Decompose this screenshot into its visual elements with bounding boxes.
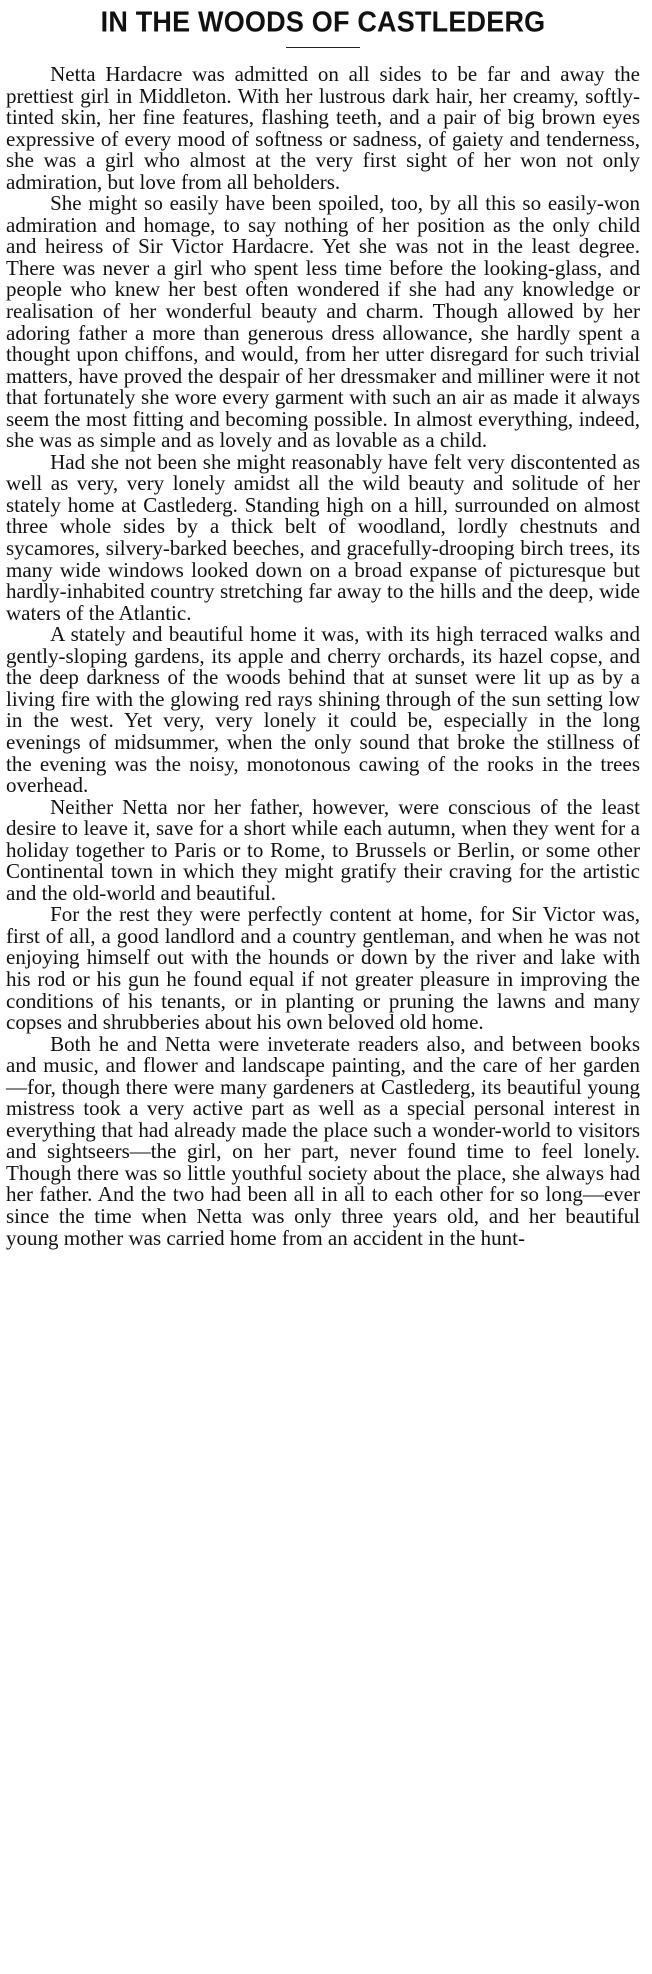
paragraph-6: For the rest they were perfectly content at home, for Sir Victor was, first of all, a good landlord and a country gentleman, and when he was not enjoying himself out with the hounds or down by the river and lake with his rod or his gun he found equal if not greater pleasure in improving the conditions of his tenants, or in planting or pruning the lawns and many copses and shrubberies about his own beloved old home.: [6, 902, 640, 1035]
paragraph-2: She might so easily have been spoiled, too, by all this so easily-won admiration and homage, to say nothing of her position as the only child and heiress of Sir Victor Hardacre. Yet she was not in the least degree. There was never a girl who spent less time before the looking-glass, and people who knew her best often wondered if she had any knowledge or realisation of her wonderful beauty and charm. Though allowed by her adoring father a more than generous dress allowance, she hardly spent a thought upon chiffons, and would, from her utter disregard for such trivial matters, have proved the despair of her dressmaker and milliner were it not that fortunately she wore every garment with such an air as made it always seem the most fitting and becoming possible. In almost everything, indeed, she was as simple and as lovely and as lovable as a child.: [6, 191, 640, 453]
paragraph-5: Neither Netta nor her father, however, were conscious of the least desire to leave it, save for a short while each autumn, when they went for a holiday together to Paris or to Rome, to Brussels or Berlin, or some other Continental town in which they might gratify their craving for the artistic and the old-world and beautiful.: [6, 794, 640, 905]
paragraph-1: Netta Hardacre was admitted on all sides to be far and away the prettiest girl in Middleton. With her lustrous dark hair, her creamy, softly-tinted skin, her fine features, flashing teeth, and a pair of big brown eyes expressive of every mood of softness or sadness, of gaiety and tenderness, she was a girl who almost at the very first sight of her won not only admiration, but love from all beholders.: [6, 62, 640, 194]
title-divider: [286, 47, 360, 48]
article-body: [6, 64, 640, 1249]
paragraph-7: Both he and Netta were inveterate readers also, and between books and music, and flower and landscape painting, and the care of her garden—for, though there were many gardeners at Castlederg, its beautiful young mistress took a very active part as well as a special personal interest in everything that had already made the place such a wonder-world to visitors and sightseers—the girl, on her part, never found time to feel lonely. Though there was so little youthful society about the place, she always had her father. And the two had been all in all to each other for so long—ever since the time when Netta was only three years old, and her beautiful young mother was carried home from an accident in the hunt-: [6, 1031, 640, 1250]
article-title: IN THE WOODS OF CASTLEDERG: [100, 6, 546, 38]
paragraph-3: Had she not been she might reasonably have felt very discontented as well as very, very lonely amidst all the wild beauty and solitude of her stately home at Castlederg. Standing high on a hill, surrounded on almost three whole sides by a thick belt of woodland, lordly chestnuts and sycamores, silvery-barked beeches, and gracefully-drooping birch trees, its many wide windows looked down on a broad expanse of picturesque but hardly-inhabited country stretching far away to the hills and the deep, wide waters of the Atlantic.: [6, 449, 640, 625]
paragraph-4: A stately and beautiful home it was, with its high terraced walks and gently-sloping gardens, its apple and cherry orchards, its hazel copse, and the deep darkness of the woods behind that at sunset were lit up as by a living fire with the glowing red rays shining through of the sun setting low in the west. Yet very, very lonely it could be, especially in the long evenings of midsummer, when the only sound that broke the stillness of the evening was the noisy, monotonous cawing of the rooks in the trees overhead.: [6, 622, 640, 798]
